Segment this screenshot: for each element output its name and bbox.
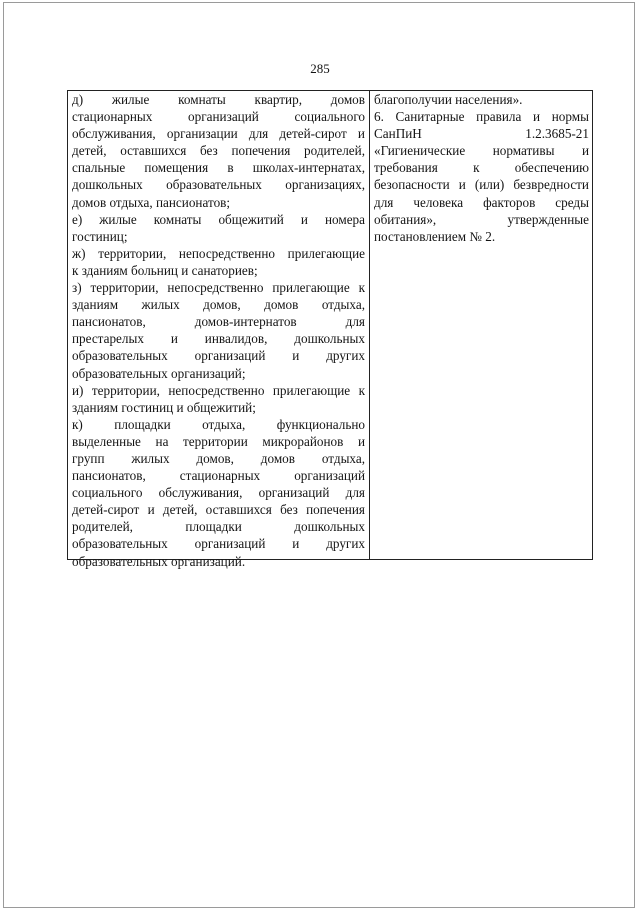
left-line: родителей, площадки дошкольных <box>72 519 365 535</box>
right-line: безопасности и (или) безвредности <box>374 177 589 193</box>
left-column-cell <box>68 91 370 569</box>
left-line: образовательных организаций и других <box>72 348 365 364</box>
left-line: ж) территории, непосредственно прилегающие <box>72 245 365 261</box>
left-line: социального обслуживания, организаций для <box>72 485 365 501</box>
left-line: выделенные на территории микрорайонов и <box>72 433 365 449</box>
left-line: д) жилые комнаты квартир, домов <box>72 92 365 107</box>
left-line: домов отдыха, пансионатов; <box>72 194 231 210</box>
left-line: дошкольных образовательных организациях, <box>72 177 365 193</box>
left-line: спальные помещения в школах-интернатах, <box>72 160 365 176</box>
left-line: групп жилых домов, домов отдыха, <box>72 450 365 466</box>
left-line: престарелых и инвалидов, дошкольных <box>72 331 365 347</box>
right-line: СанПиН 1.2.3685-21 <box>374 126 589 142</box>
right-line: для человека факторов среды <box>374 194 589 210</box>
left-line: к зданиям больниц и санаториев; <box>72 262 258 278</box>
left-line: обслуживания, организации для детей-сирот и <box>72 126 365 142</box>
left-line: зданиям жилых домов, домов отдыха, <box>72 297 365 313</box>
left-line: пансионатов, домов-интернатов для <box>72 314 365 330</box>
right-line: благополучии населения». <box>374 92 523 107</box>
right-line: постановлением № 2. <box>374 228 496 244</box>
left-line: детей, оставшихся без попечения родителей, <box>72 143 365 159</box>
right-line: «Гигиенические нормативы и <box>374 143 589 159</box>
right-line: обитания», утвержденные <box>374 211 589 227</box>
left-line: детей-сирот и детей, оставшихся без попечения <box>72 502 365 518</box>
page-number: 285 <box>310 61 330 76</box>
right-line: 6. Санитарные правила и нормы <box>374 109 589 125</box>
left-line: образовательных организаций; <box>72 365 246 381</box>
left-line: пансионатов, стационарных организаций <box>72 468 365 484</box>
right-column-cell <box>370 91 592 559</box>
left-line: и) территории, непосредственно прилегающие к <box>72 382 365 398</box>
left-line: зданиям гостиниц и общежитий; <box>72 399 256 415</box>
left-line: к) площадки отдыха, функционально <box>72 416 365 432</box>
left-line: гостиниц; <box>72 228 128 244</box>
document-table <box>67 90 593 569</box>
left-line: е) жилые комнаты общежитий и номера <box>72 211 365 227</box>
left-line: стационарных организаций социального <box>72 109 365 125</box>
left-line: образовательных организаций. <box>72 553 246 569</box>
left-line: образовательных организаций и других <box>72 536 365 552</box>
right-line: требования к обеспечению <box>374 160 589 176</box>
left-line: з) территории, непосредственно прилегающие к <box>72 280 365 296</box>
